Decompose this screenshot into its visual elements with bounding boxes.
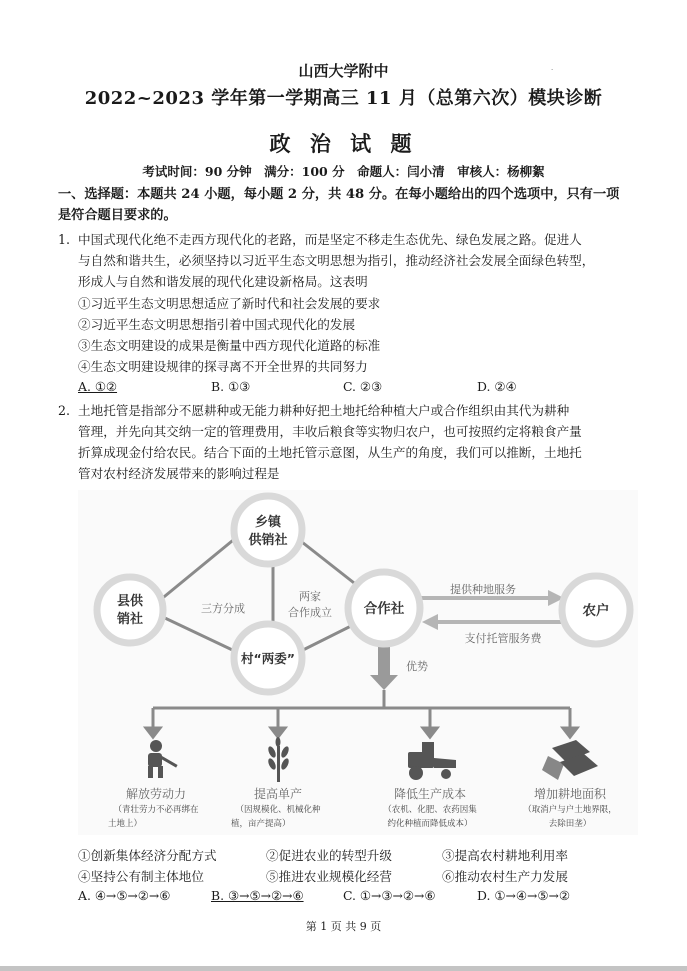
effect-title: 提高单产 [253,787,303,801]
node-village [234,624,302,692]
effect-note: 植，亩产提高） [231,819,291,829]
question-number: 2. [58,403,71,418]
q1-item: ③生态文明建设的成果是衡量中西方现代化道路的标准 [78,338,381,353]
label-fee: 支付托管服务费 [464,632,542,645]
q1-item: ④生态文明建设规律的探寻离不开全世界的共同努力 [78,359,368,374]
q2-choice-c[interactable]: C. ①→③→②→⑥ [343,888,436,903]
q2-item: ①创新集体经济分配方式 [78,848,217,863]
node-coop-label: 合作社 [363,601,405,617]
q1-item: ②习近平生态文明思想指引着中国式现代化的发展 [78,317,356,332]
page-footer: 第 1 页 共 9 页 [305,920,382,933]
question-text-line: 管理，并先向其交纳一定的管理费用，丰收后粮食等实物归农户，也可按照约定将粮食产量 [78,424,582,439]
question-text-line: 形成人与自然和谐发展的现代化建设新格局。这表明 [78,274,368,289]
school-name: 山西大学附中 [298,62,389,80]
effect-note: （取消户与户土地界限， [523,805,617,815]
effect-note: （因规模化、机械化种 [235,805,321,815]
effect-note: 约化种植而降低成本） [387,819,473,829]
q2-choice-b[interactable]: B. ③→⑤→②→⑥ [211,888,304,903]
question-text-line: 折算成现金付给农民。结合下面的土地托管示意图，从生产的角度，我们可以推断，土地托 [78,445,582,460]
question-text-line: 土地托管是指部分不愿耕种或无能力耕种好把土地托给种植大户或合作组织由其代为耕种 [78,403,570,418]
question-text-line: 管对农村经济发展带来的影响过程是 [78,466,280,481]
node-farmer-label: 农户 [582,603,610,619]
node-coop [348,572,420,644]
q2-item: ②促进农业的转型升级 [266,848,392,863]
label-two-party: 两家 [299,590,321,603]
q1-choice-d[interactable]: D. ②④ [477,379,517,394]
node-county-label: 县供 [116,594,144,609]
q1-choice-a[interactable]: A. ①② [78,379,118,394]
node-farmer [562,576,630,644]
effect-title: 增加耕地面积 [533,787,607,801]
scan-dot: · [551,66,554,74]
effect-note: （青壮劳力不必再绑在 [113,805,199,815]
effect-note: 土地上） [108,819,143,829]
section-heading [58,184,640,226]
question-text-line: 中国式现代化绝不走西方现代化的老路，而是坚定不移走生态优先、绿色发展之路。促进人 [78,232,582,247]
node-village-label: 村“两委” [241,651,295,666]
effect-note: （农机、化肥、农药因集 [383,805,477,815]
exam-info: 考试时间：90 分钟 满分：100 分 命题人：闫小清 审核人：杨柳絮 [142,164,545,179]
q2-choice-a[interactable]: A. ④→⑤→②→⑥ [78,888,171,903]
q1-choice-c[interactable]: C. ②③ [343,379,383,394]
q2-item: ④坚持公有制主体地位 [78,869,204,884]
label-service: 提供种地服务 [450,583,516,596]
label-advantage: 优势 [406,660,428,673]
question-number: 1. [58,232,71,247]
q2-item: ③提高农村耕地利用率 [442,848,568,863]
q1-item: ①习近平生态文明思想适应了新时代和社会发展的要求 [78,296,381,311]
q2-choice-d[interactable]: D. ①→④→⑤→② [477,888,570,903]
question-2 [58,400,643,484]
subject-title: 政 治 试 题 [269,131,418,156]
effect-title: 降低生产成本 [393,787,467,801]
section-line: 一、选择题：本题共 24 小题，每小题 2 分，共 48 分。在每小题给出的四个选项中，只有一项 [58,187,620,202]
q2-item: ⑤推进农业规模化经营 [266,869,392,884]
q2-item: ⑥推动农村生产力发展 [442,869,568,884]
node-town [234,496,302,564]
node-town-label: 供销社 [248,533,288,548]
question-text-line: 与自然和谐共生，必须坚持以习近平生态文明思想为指引，推动经济社会发展全面绿色转型， [78,253,595,268]
section-line: 是符合题目要求的。 [58,208,177,223]
label-two-party: 合作成立 [288,606,332,619]
effect-note: 去除田垄） [548,819,592,829]
node-county [97,577,163,643]
node-town-label: 乡镇 [254,515,282,530]
effect-title: 解放劳动力 [125,787,187,801]
label-three-party: 三方分成 [201,602,245,615]
question-1 [58,229,643,292]
node-county-label: 销社 [116,612,144,627]
land-trust-diagram [78,490,638,835]
page-edge [0,966,687,971]
q1-choice-b[interactable]: B. ①③ [211,379,251,394]
exam-title: 2022~2023 学年第一学期高三 11 月（总第六次）模块诊断 [84,88,603,109]
diagram-background [78,490,638,835]
